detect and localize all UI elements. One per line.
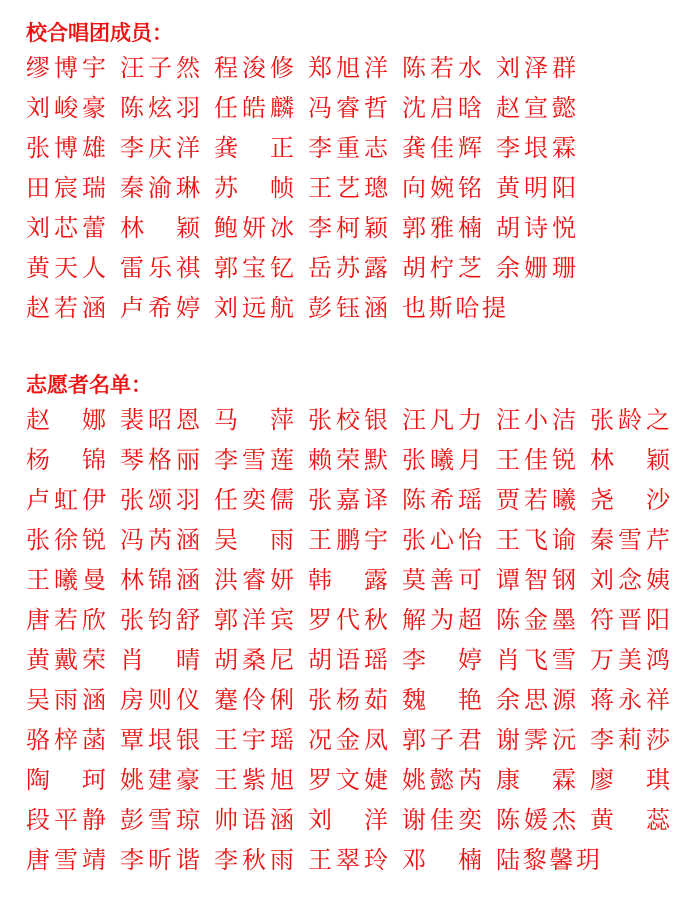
volunteer-name: 邓 楠 xyxy=(402,846,482,874)
volunteer-name: 姚建豪 xyxy=(120,766,200,794)
volunteer-name: 肖飞雪 xyxy=(496,646,576,674)
volunteer-name: 李昕谐 xyxy=(120,846,200,874)
volunteer-name: 胡语瑶 xyxy=(308,646,388,674)
choir-member-name: 张博雄 xyxy=(26,134,106,162)
volunteer-row xyxy=(26,720,686,760)
volunteer-name: 林锦涵 xyxy=(120,566,200,594)
volunteer-name: 李 婷 xyxy=(402,646,482,674)
choir-member-name: 黄明阳 xyxy=(496,174,576,202)
volunteer-name: 陆黎馨玥 xyxy=(496,846,600,874)
choir-member-name: 龚佳辉 xyxy=(402,134,482,162)
choir-member-name: 刘芯蕾 xyxy=(26,214,106,242)
choir-member-name: 胡诗悦 xyxy=(496,214,576,242)
choir-member-name: 郭雅楠 xyxy=(402,214,482,242)
volunteer-row xyxy=(26,440,686,480)
volunteer-name: 王佳锐 xyxy=(496,446,576,474)
volunteer-name: 谢佳奕 xyxy=(402,806,482,834)
choir-member-name: 胡柠芝 xyxy=(402,254,482,282)
volunteer-name: 罗文婕 xyxy=(308,766,388,794)
choir-member-name: 秦渝琳 xyxy=(120,174,200,202)
volunteer-name: 蹇伶俐 xyxy=(214,686,294,714)
volunteer-name: 张杨茹 xyxy=(308,686,388,714)
volunteer-name: 张心怡 xyxy=(402,526,482,554)
volunteer-row xyxy=(26,520,686,560)
choir-row xyxy=(26,168,686,208)
choir-member-name: 田宸瑞 xyxy=(26,174,106,202)
choir-member-name: 缪博宇 xyxy=(26,54,106,82)
volunteer-name: 帅语涵 xyxy=(214,806,294,834)
volunteer-name: 郭洋宾 xyxy=(214,606,294,634)
volunteer-heading: 志愿者名单： xyxy=(26,373,152,397)
volunteer-name: 赖荣默 xyxy=(308,446,388,474)
volunteer-name: 蒋永祥 xyxy=(590,686,670,714)
volunteer-name: 胡桑尼 xyxy=(214,646,294,674)
volunteer-name: 张龄之 xyxy=(590,406,670,434)
volunteer-name: 陈希瑶 xyxy=(402,486,482,514)
choir-member-name: 刘远航 xyxy=(214,294,294,322)
choir-member-name: 黄天人 xyxy=(26,254,106,282)
volunteer-name: 卢虹伊 xyxy=(26,486,106,514)
volunteer-name: 李秋雨 xyxy=(214,846,294,874)
volunteer-name: 罗代秋 xyxy=(308,606,388,634)
volunteer-name: 黄戴荣 xyxy=(26,646,106,674)
volunteer-name: 黄 蕊 xyxy=(590,806,670,834)
choir-member-name: 向婉铭 xyxy=(402,174,482,202)
choir-member-name: 赵宣懿 xyxy=(496,94,576,122)
choir-member-name: 林 颖 xyxy=(120,214,200,242)
section-spacer xyxy=(26,328,686,370)
choir-member-name: 岳苏露 xyxy=(308,254,388,282)
choir-member-name: 汪子然 xyxy=(120,54,200,82)
volunteer-row xyxy=(26,680,686,720)
volunteer-name: 张校银 xyxy=(308,406,388,434)
volunteer-name: 李雪莲 xyxy=(214,446,294,474)
choir-member-name: 郭宝钇 xyxy=(214,254,294,282)
choir-member-name: 程浚修 xyxy=(214,54,294,82)
choir-member-list xyxy=(26,48,686,328)
choir-member-name: 赵若涵 xyxy=(26,294,106,322)
volunteer-name: 刘念姨 xyxy=(590,566,670,594)
volunteer-name: 段平静 xyxy=(26,806,106,834)
choir-member-name: 李垠霖 xyxy=(496,134,576,162)
choir-member-name: 李重志 xyxy=(308,134,388,162)
volunteer-row xyxy=(26,640,686,680)
volunteer-name: 琴格丽 xyxy=(120,446,200,474)
volunteer-name: 符晋阳 xyxy=(590,606,670,634)
volunteer-name: 谭智钢 xyxy=(496,566,576,594)
volunteer-name: 魏 艳 xyxy=(402,686,482,714)
volunteer-name: 杨 锦 xyxy=(26,446,106,474)
volunteer-name: 唐雪靖 xyxy=(26,846,106,874)
volunteer-name: 王紫旭 xyxy=(214,766,294,794)
choir-member-name: 卢希婷 xyxy=(120,294,200,322)
choir-member-name: 李庆洋 xyxy=(120,134,200,162)
volunteer-name: 赵 娜 xyxy=(26,406,106,434)
volunteer-name: 冯芮涵 xyxy=(120,526,200,554)
choir-member-name: 也斯哈提 xyxy=(402,294,506,322)
volunteer-name: 王曦曼 xyxy=(26,566,106,594)
choir-member-name: 陈若水 xyxy=(402,54,482,82)
volunteer-name: 汪凡力 xyxy=(402,406,482,434)
choir-row xyxy=(26,288,686,328)
volunteer-list xyxy=(26,400,686,880)
name-list-document xyxy=(26,18,686,880)
volunteer-name: 尧 沙 xyxy=(590,486,670,514)
choir-member-name: 刘峻豪 xyxy=(26,94,106,122)
volunteer-name: 张徐锐 xyxy=(26,526,106,554)
volunteer-name: 覃垠银 xyxy=(120,726,200,754)
volunteer-name: 洪睿妍 xyxy=(214,566,294,594)
choir-row xyxy=(26,48,686,88)
volunteer-row xyxy=(26,840,686,880)
volunteer-name: 彭雪琼 xyxy=(120,806,200,834)
choir-member-name: 郑旭洋 xyxy=(308,54,388,82)
volunteer-name: 贾若曦 xyxy=(496,486,576,514)
volunteer-name: 李莉莎 xyxy=(590,726,670,754)
volunteer-name: 张嘉译 xyxy=(308,486,388,514)
volunteer-name: 余思源 xyxy=(496,686,576,714)
volunteer-name: 汪小洁 xyxy=(496,406,576,434)
volunteer-name: 王宇瑶 xyxy=(214,726,294,754)
volunteer-name: 况金凤 xyxy=(308,726,388,754)
choir-member-name: 刘泽群 xyxy=(496,54,576,82)
volunteer-row xyxy=(26,760,686,800)
volunteer-name: 裴昭恩 xyxy=(120,406,200,434)
volunteer-name: 莫善可 xyxy=(402,566,482,594)
choir-member-name: 余姗珊 xyxy=(496,254,576,282)
choir-row xyxy=(26,208,686,248)
volunteer-name: 唐若欣 xyxy=(26,606,106,634)
choir-member-name: 苏 帧 xyxy=(214,174,294,202)
volunteer-name: 万美鸿 xyxy=(590,646,670,674)
choir-member-name: 陈炫羽 xyxy=(120,94,200,122)
volunteer-row xyxy=(26,480,686,520)
choir-heading: 校合唱团成员： xyxy=(26,21,173,45)
volunteer-name: 肖 晴 xyxy=(120,646,200,674)
choir-member-name: 王艺璁 xyxy=(308,174,388,202)
choir-member-name: 龚 正 xyxy=(214,134,294,162)
volunteer-name: 任奕儒 xyxy=(214,486,294,514)
choir-member-name: 沈启晗 xyxy=(402,94,482,122)
volunteer-name: 刘 洋 xyxy=(308,806,388,834)
choir-row xyxy=(26,248,686,288)
volunteer-name: 郭子君 xyxy=(402,726,482,754)
choir-member-name: 彭钰涵 xyxy=(308,294,388,322)
volunteer-name: 吴雨涵 xyxy=(26,686,106,714)
volunteer-row xyxy=(26,560,686,600)
volunteer-name: 姚懿芮 xyxy=(402,766,482,794)
choir-row xyxy=(26,128,686,168)
volunteer-row xyxy=(26,800,686,840)
volunteer-name: 康 霖 xyxy=(496,766,576,794)
volunteer-name: 廖 琪 xyxy=(590,766,670,794)
volunteer-name: 林 颖 xyxy=(590,446,670,474)
volunteer-name: 吴 雨 xyxy=(214,526,294,554)
volunteer-name: 房则仪 xyxy=(120,686,200,714)
volunteer-name: 王飞谕 xyxy=(496,526,576,554)
volunteer-name: 陈金墨 xyxy=(496,606,576,634)
volunteer-name: 陶 珂 xyxy=(26,766,106,794)
volunteer-name: 王翠玲 xyxy=(308,846,388,874)
choir-member-name: 冯睿哲 xyxy=(308,94,388,122)
choir-member-name: 李柯颖 xyxy=(308,214,388,242)
choir-member-name: 雷乐祺 xyxy=(120,254,200,282)
volunteer-name: 张颂羽 xyxy=(120,486,200,514)
choir-member-name: 任皓麟 xyxy=(214,94,294,122)
volunteer-row xyxy=(26,400,686,440)
choir-row xyxy=(26,88,686,128)
volunteer-name: 解为超 xyxy=(402,606,482,634)
volunteer-name: 秦雪芹 xyxy=(590,526,670,554)
volunteer-name: 韩 露 xyxy=(308,566,388,594)
volunteer-name: 张曦月 xyxy=(402,446,482,474)
volunteer-name: 陈媛杰 xyxy=(496,806,576,834)
volunteer-name: 马 萍 xyxy=(214,406,294,434)
volunteer-name: 张钧舒 xyxy=(120,606,200,634)
choir-member-name: 鲍妍冰 xyxy=(214,214,294,242)
volunteer-row xyxy=(26,600,686,640)
volunteer-name: 骆梓菡 xyxy=(26,726,106,754)
volunteer-name: 谢霁沅 xyxy=(496,726,576,754)
volunteer-name: 王鹏宇 xyxy=(308,526,388,554)
